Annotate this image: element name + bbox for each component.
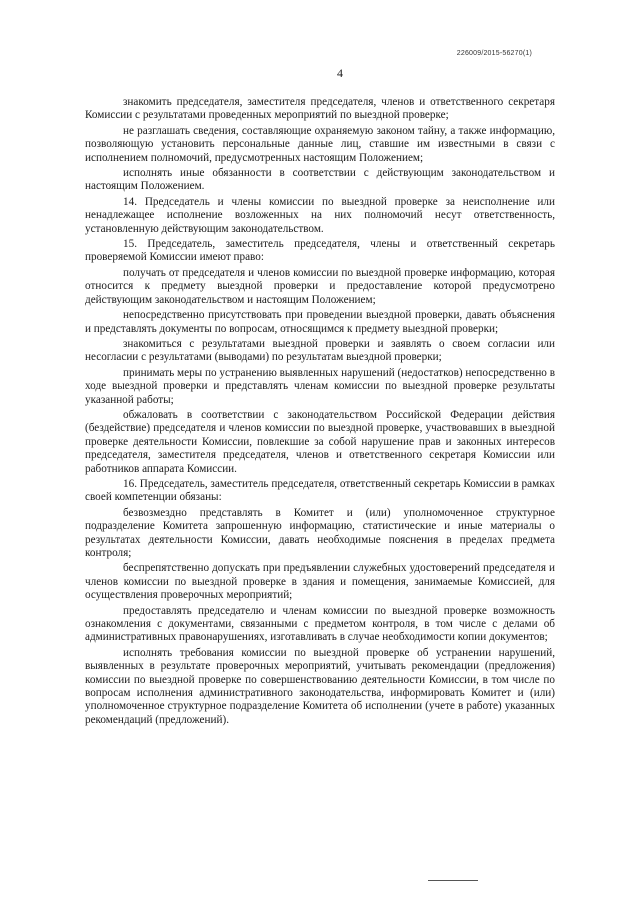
page-number: 4 [337, 66, 343, 80]
paragraph-right-appeal: обжаловать в соответствии с законодательством Российской Федерации действия (бездействие) председателя и членов комиссии по выездной проверке, участвовавших в выездной проверке деятельности Комиссии, повлекшие за собой нарушение прав и законных интересов председателя, заместителя председателя, членов и ответственного секретаря Комиссии или работников аппарата Комиссии. [85, 408, 555, 475]
paragraph-right-attend: непосредственно присутствовать при проведении выездной проверки, давать объяснения и представлять документы по вопросам, относящимся к предмету выездной проверки; [85, 309, 555, 335]
paragraph-right-receive-info: получать от председателя и членов комиссии по выездной проверке информацию, которая относится к предмету выездной проверки и предоставление которой предусмотрено действующим законодательством и настоящим Положением; [85, 266, 555, 306]
paragraph-obligation-comply: исполнять требования комиссии по выездной проверке об устранении нарушений, выявленных в результате проверочных мероприятий, учитывать рекомендации (предложения) комиссии по выездной проверке по совершенствованию деятельности Комиссии, в том числе по вопросам исполнения административного законодательства, информировать Комитет и (или) уполномоченное структурное подразделение Комитета об исполнении (учете в работе) указанных рекомендаций (предложений). [85, 646, 555, 726]
paragraph-right-review-results: знакомиться с результатами выездной проверки и заявлять о своем согласии или несогласии с результатами (выводами) по результатам выездной проверки; [85, 337, 555, 364]
paragraph-obligation-admit: беспрепятственно допускать при предъявлении служебных удостоверений председателя и членов комиссии по выездной проверке в здания и помещения, занимаемые Комиссией, для осуществления проверочных мероприятий; [85, 562, 555, 602]
paragraph-right-take-measures: принимать меры по устранению выявленных нарушений (недостатков) непосредственно в ходе выездной проверки и представлять членам комиссии по выездной проверке результаты указанной работы; [85, 366, 555, 406]
paragraph-clause-15: 15. Председатель, заместитель председателя, члены и ответственный секретарь проверяемой Комиссии имеют право: [85, 238, 555, 264]
paragraph-obligation-provide-info: безвозмездно представлять в Комитет и (или) уполномоченное структурное подразделение Комитета запрошенную информацию, статистические и иные материалы о результатах деятельности Комиссии, давать необходимые пояснения в пределах предмета контроля; [85, 506, 555, 559]
footer-rule [428, 880, 478, 881]
paragraph-duty-other: исполнять иные обязанности в соответствии с действующим законодательством и настоящим Положением. [85, 167, 555, 193]
paragraph-duty-inform: знакомить председателя, заместителя председателя, членов и ответственного секретаря Комиссии с результатами проведенных мероприятий по выездной проверке; [85, 96, 555, 122]
document-body [85, 96, 555, 729]
paragraph-clause-16: 16. Председатель, заместитель председателя, ответственный секретарь Комиссии в рамках своей компетенции обязаны: [85, 477, 555, 504]
document-registration-number: 226009/2015-56270(1) [456, 50, 532, 57]
paragraph-clause-14: 14. Председатель и члены комиссии по выездной проверке за неисполнение или ненадлежащее исполнение возложенных на них полномочий несут ответственность, установленную действующим законодательством. [85, 195, 555, 235]
paragraph-duty-confidentiality: не разглашать сведения, составляющие охраняемую законом тайну, а также информацию, позволяющую установить персональные данные лиц, ставшие им известными в связи с исполнением полномочий, предусмотренных настоящим Положением; [85, 124, 555, 164]
paragraph-obligation-documents: предоставлять председателю и членам комиссии по выездной проверке возможность ознакомления с документами, связанными с предметом контроля, в том числе с делами об административных правонарушениях, изготавливать в случае необходимости копии документов; [85, 604, 555, 644]
